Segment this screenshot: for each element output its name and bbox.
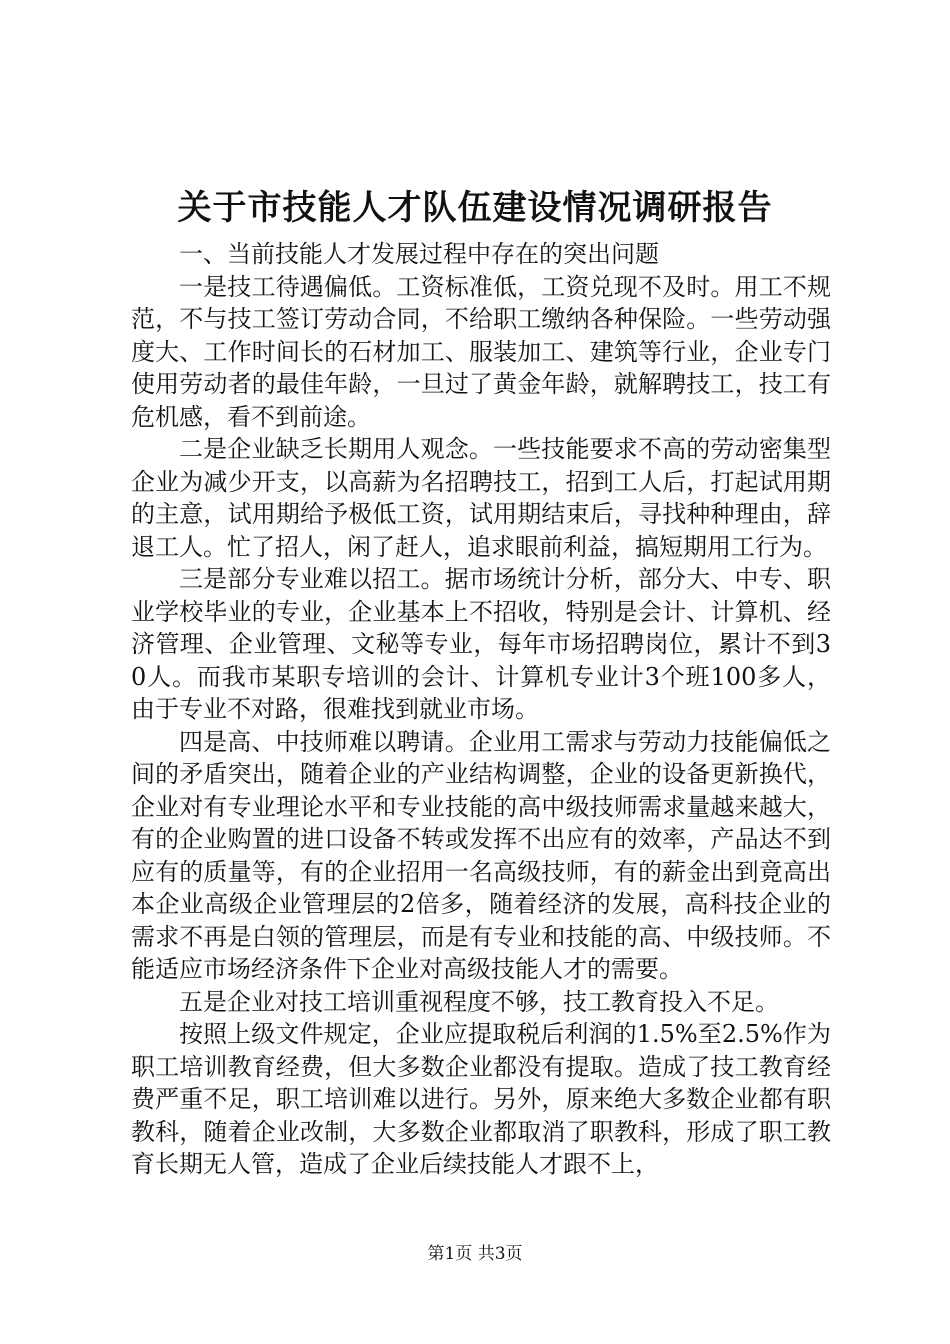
paragraph-1: 一是技工待遇偏低。工资标准低，工资兑现不及时。用工不规范，不与技工签订劳动合同，不给职工缴纳各种保险。一些劳动强度大、工作时间长的石材加工、服装加工、建筑等行业，企业专门使用劳动者的最佳年龄，一旦过了黄金年龄，就解聘技工，技工有危机感，看不到前途。 xyxy=(131,272,831,431)
paragraph-3: 三是部分专业难以招工。据市场统计分析，部分大、中专、职业学校毕业的专业，企业基本上不招收，特别是会计、计算机、经济管理、企业管理、文秘等专业，每年市场招聘岗位，累计不到30人。而我市某职专培训的会计、计算机专业计3个班100多人，由于专业不对路，很难找到就业市场。 xyxy=(131,565,831,723)
paragraph-2: 二是企业缺乏长期用人观念。一些技能要求不高的劳动密集型企业为减少开支，以高薪为名招聘技工，招到工人后，打起试用期的主意，试用期给予极低工资，试用期结束后，寻找种种理由，辞退工人。忙了招人，闲了赶人，追求眼前利益，搞短期用工行为。 xyxy=(131,435,831,561)
paragraph-5: 五是企业对技工培训重视程度不够，技工教育投入不足。 xyxy=(179,987,779,1016)
document-body xyxy=(131,238,831,1181)
document-title: 关于市技能人才队伍建设情况调研报告 xyxy=(177,188,773,228)
paragraph-6: 按照上级文件规定，企业应提取税后利润的1.5%至2.5%作为职工培训教育经费，但大多数企业都没有提取。造成了技工教育经费严重不足，职工培训难以进行。另外，原来绝大多数企业都有职教科，随着企业改制，大多数企业都取消了职教科，形成了职工教育长期无人管，造成了企业后续技能人才跟不上， xyxy=(131,1020,831,1178)
paragraph-4: 四是高、中技师难以聘请。企业用工需求与劳动力技能偏低之间的矛盾突出，随着企业的产业结构调整，企业的设备更新换代，企业对有专业理论水平和专业技能的高中级技师需求量越来越大，有的企业购置的进口设备不转或发挥不出应有的效率，产品达不到应有的质量等，有的企业招用一名高级技师，有的薪金出到竟高出本企业高级企业管理层的2倍多，随着经济的发展，高科技企业的需求不再是白领的管理层，而是有专业和技能的高、中级技师。不能适应市场经济条件下企业对高级技能人才的需要。 xyxy=(131,727,831,983)
section-heading: 一、当前技能人才发展过程中存在的突出问题 xyxy=(179,240,659,268)
page-footer: 第1页 共3页 xyxy=(427,1244,523,1264)
